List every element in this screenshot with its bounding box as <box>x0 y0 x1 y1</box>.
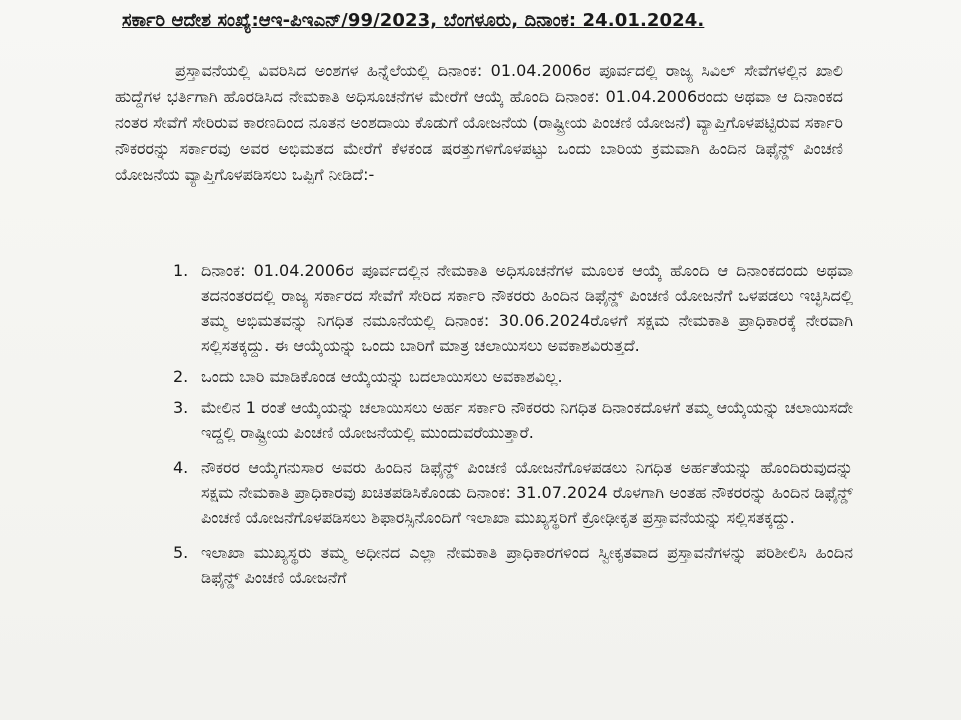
intro-text: ಪ್ರಸ್ತಾವನೆಯಲ್ಲಿ ವಿವರಿಸಿದ ಅಂಶಗಳ ಹಿನ್ನೆಲೆಯಲ್ಲಿ ದಿನಾಂಕ: 01.04.2006ರ ಪೂರ್ವದಲ್ಲಿ ರಾಜ್ಯ ಸಿವಿಲ್ ಸೇವೆಗಳಲ್ಲಿನ ಖಾಲಿ ಹುದ್ದೆಗಳ ಭರ್ತಿಗಾಗಿ ಹೊರಡಿಸಿದ ನೇಮಕಾತಿ ಅಧಿಸೂಚನೆಗಳ ಮೇರೆಗೆ ಆಯ್ಕೆ ಹೊಂದಿ ದಿನಾಂಕ: 01.04.2006ರಂದು ಅಥವಾ ಆ ದಿನಾಂಕದ ನಂತರ ಸೇವೆಗೆ ಸೇರಿರುವ ಕಾರಣದಿಂದ ನೂತನ ಅಂಶದಾಯಿ ಕೊಡುಗೆ ಯೋಜನೆಯ (ರಾಷ್ಟ್ರೀಯ ಪಿಂಚಣಿ ಯೋಜನೆ) ವ್ಯಾಪ್ತಿಗೊಳಪಟ್ಟಿರುವ ಸರ್ಕಾರಿ ನೌಕರರನ್ನು ಸರ್ಕಾರವು ಅವರ ಅಭಿಮತದ ಮೇರೆಗೆ ಕೆಳಕಂಡ ಷರತ್ತುಗಳಿಗೊಳಪಟ್ಟು ಒಂದು ಬಾರಿಯ ಕ್ರಮವಾಗಿ ಹಿಂದಿನ ಡಿಫೈನ್ಡ್ ಪಿಂಚಣಿ ಯೋಜನೆಯ ವ್ಯಾಪ್ತಿಗೊಳಪಡಿಸಲು ಒಪ್ಪಿಗೆ ನೀಡಿದೆ:- <box>115 61 843 184</box>
order-title: ಸರ್ಕಾರಿ ಆದೇಶ ಸಂಖ್ಯೆ:ಆಇ-ಪಿಇಎನ್/99/2023, ಬೆಂಗಳೂರು, ದಿನಾಂಕ: 24.01.2024. <box>122 10 705 31</box>
item-text: ದಿನಾಂಕ: 01.04.2006ರ ಪೂರ್ವದಲ್ಲಿನ ನೇಮಕಾತಿ ಅಧಿಸೂಚನೆಗಳ ಮೂಲಕ ಆಯ್ಕೆ ಹೊಂದಿ ಆ ದಿನಾಂಕದಂದು ಅಥವಾ ತದನಂತರದಲ್ಲಿ ರಾಜ್ಯ ಸರ್ಕಾರದ ಸೇವೆಗೆ ಸೇರಿದ ಸರ್ಕಾರಿ ನೌಕರರು ಹಿಂದಿನ ಡಿಫೈನ್ಡ್ ಪಿಂಚಣಿ ಯೋಜನೆಗೆ ಒಳಪಡಲು ಇಚ್ಛಿಸಿದಲ್ಲಿ ತಮ್ಮ ಅಭಿಮತವನ್ನು ನಿಗಧಿತ ನಮೂನೆಯಲ್ಲಿ ದಿನಾಂಕ: 30.06.2024ರೊಳಗೆ ಸಕ್ಷಮ ನೇಮಕಾತಿ ಪ್ರಾಧಿಕಾರಕ್ಕೆ ನೇರವಾಗಿ ಸಲ್ಲಿಸತಕ್ಕದ್ದು. ಈ ಆಯ್ಕೆಯನ್ನು ಒಂದು ಬಾರಿಗೆ ಮಾತ್ರ ಚಲಾಯಿಸಲು ಅವಕಾಶವಿರುತ್ತದೆ. <box>201 261 853 355</box>
list-item <box>163 540 853 590</box>
item-number: 1. <box>173 261 189 280</box>
list-item <box>163 258 853 358</box>
item-text: ಒಂದು ಬಾರಿ ಮಾಡಿಕೊಂಡ ಆಯ್ಕೆಯನ್ನು ಬದಲಾಯಿಸಲು ಅವಕಾಶವಿಲ್ಲ. <box>201 367 563 386</box>
intro-paragraph <box>115 58 843 188</box>
item-number: 2. <box>173 367 189 386</box>
conditions-list <box>163 258 853 596</box>
item-number: 4. <box>173 458 189 477</box>
list-item <box>163 395 853 445</box>
item-number: 3. <box>173 398 189 417</box>
list-item <box>163 364 853 389</box>
item-text: ನೌಕರರ ಆಯ್ಕೆಗನುಸಾರ ಅವರು ಹಿಂದಿನ ಡಿಫೈನ್ಡ್ ಪಿಂಚಣಿ ಯೋಜನೆಗೊಳಪಡಲು ನಿಗಧಿತ ಅರ್ಹತೆಯನ್ನು ಹೊಂದಿರುವುದನ್ನು ಸಕ್ಷಮ ನೇಮಕಾತಿ ಪ್ರಾಧಿಕಾರವು ಖಚಿತಪಡಿಸಿಕೊಂಡು ದಿನಾಂಕ: 31.07.2024 ರೊಳಗಾಗಿ ಅಂತಹ ನೌಕರರನ್ನು ಹಿಂದಿನ ಡಿಫೈನ್ಡ್ ಪಿಂಚಣಿ ಯೋಜನೆಗೊಳಪಡಿಸಲು ಶಿಫಾರಸ್ಸಿನೊಂದಿಗೆ ಇಲಾಖಾ ಮುಖ್ಯಸ್ಥರಿಗೆ ಕ್ರೋಢೀಕೃತ ಪ್ರಸ್ತಾವನೆಯನ್ನು ಸಲ್ಲಿಸತಕ್ಕದ್ದು. <box>201 458 853 527</box>
item-number: 5. <box>173 543 189 562</box>
item-text: ಇಲಾಖಾ ಮುಖ್ಯಸ್ಥರು ತಮ್ಮ ಅಧೀನದ ಎಲ್ಲಾ ನೇಮಕಾತಿ ಪ್ರಾಧಿಕಾರಗಳಿಂದ ಸ್ವೀಕೃತವಾದ ಪ್ರಸ್ತಾವನೆಗಳನ್ನು ಪರಿಶೀಲಿಸಿ ಹಿಂದಿನ ಡಿಫೈನ್ಡ್ ಪಿಂಚಣಿ ಯೋಜನೆಗೆ <box>201 543 853 587</box>
list-item <box>163 455 853 530</box>
item-text: ಮೇಲಿನ 1 ರಂತೆ ಆಯ್ಕೆಯನ್ನು ಚಲಾಯಿಸಲು ಅರ್ಹ ಸರ್ಕಾರಿ ನೌಕರರು ನಿಗಧಿತ ದಿನಾಂಕದೊಳಗೆ ತಮ್ಮ ಆಯ್ಕೆಯನ್ನು ಚಲಾಯಿಸದೇ ಇದ್ದಲ್ಲಿ ರಾಷ್ಟ್ರೀಯ ಪಿಂಚಣಿ ಯೋಜನೆಯಲ್ಲಿ ಮುಂದುವರೆಯುತ್ತಾರೆ. <box>201 398 853 442</box>
